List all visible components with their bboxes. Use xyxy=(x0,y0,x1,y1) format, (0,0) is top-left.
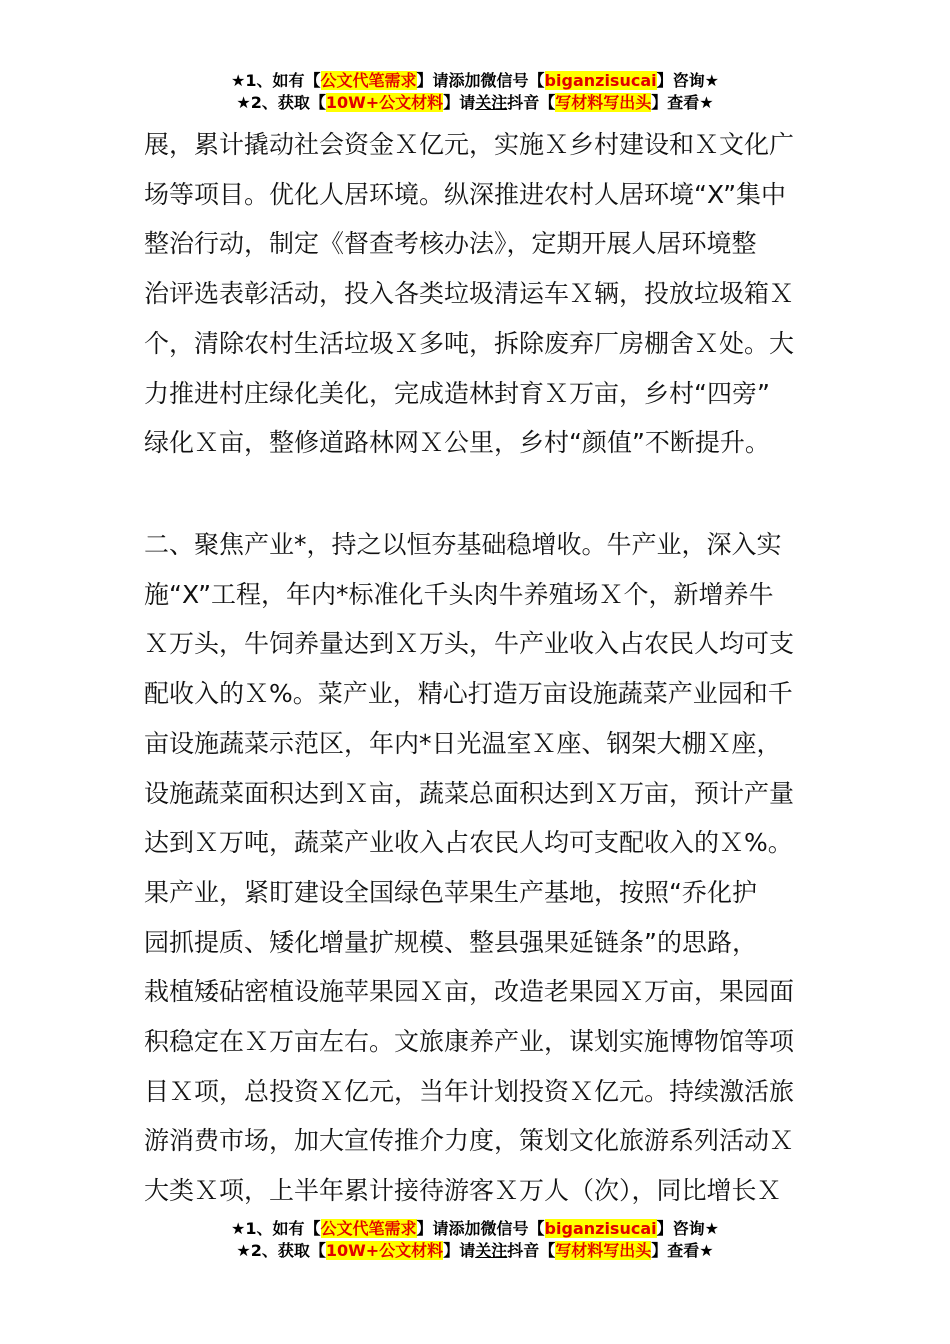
banner-text: 】请 xyxy=(443,1241,476,1260)
text-line: 大类Ｘ项，上半年累计接待游客Ｘ万人（次），同比增长Ｘ xyxy=(144,1176,782,1206)
text-line: 治评选表彰活动，投入各类垃圾清运车Ｘ辆，投放垃圾箱Ｘ xyxy=(144,279,795,309)
banner-text: 】咨询★ xyxy=(656,1219,719,1238)
text-line: 游消费市场，加大宣传推介力度，策划文化旅游系列活动Ｘ xyxy=(144,1126,795,1156)
footer-banner xyxy=(0,1218,950,1262)
banner-text: ★2、获取【 xyxy=(236,93,326,112)
text-line: 设施蔬菜面积达到Ｘ亩，蔬菜总面积达到Ｘ万亩，预计产量 xyxy=(144,778,795,808)
banner-line-2 xyxy=(0,1240,950,1262)
text-line: 力推进村庄绿化美化，完成造林封育Ｘ万亩，乡村“四旁” xyxy=(144,378,770,408)
text-line: Ｘ万头，牛饲养量达到Ｘ万头，牛产业收入占农民人均可支 xyxy=(144,629,795,659)
banner-highlight: 10W+公文材料 xyxy=(325,93,444,112)
text-line: 达到Ｘ万吨，蔬菜产业收入占农民人均可支配收入的Ｘ%。 xyxy=(144,828,793,858)
banner-text: 抖音【 xyxy=(507,93,556,112)
text-line: 展，累计撬动社会资金Ｘ亿元，实施Ｘ乡村建设和Ｘ文化广 xyxy=(144,130,795,159)
text-line: 亩设施蔬菜示范区，年内*日光温室Ｘ座、钢架大棚Ｘ座， xyxy=(144,728,782,758)
banner-underline: 关注 xyxy=(475,1241,508,1260)
banner-text: ★1、如有【 xyxy=(231,71,321,90)
text-line: 场等项目。优化人居环境。纵深推进农村人居环境“X”集中 xyxy=(144,179,787,209)
text-line: 栽植矮砧密植设施苹果园Ｘ亩，改造老果园Ｘ万亩，果园面 xyxy=(144,977,795,1007)
text-line: 二、聚焦产业*，持之以恒夯基础稳增收。牛产业，深入实 xyxy=(144,530,782,559)
text-line: 目Ｘ项，总投资Ｘ亿元，当年计划投资Ｘ亿元。持续激活旅 xyxy=(144,1076,795,1106)
banner-text: 】请添加微信号【 xyxy=(416,1219,545,1238)
banner-line-1 xyxy=(0,70,950,92)
text-line: 绿化Ｘ亩，整修道路林网Ｘ公里，乡村“颜值”不断提升。 xyxy=(144,428,770,458)
banner-text: ★1、如有【 xyxy=(231,1219,321,1238)
banner-highlight: 公文代笔需求 xyxy=(320,1219,417,1238)
banner-text: 】请 xyxy=(443,93,476,112)
banner-text: 】查看★ xyxy=(651,1241,714,1260)
banner-text: ★2、获取【 xyxy=(236,1241,326,1260)
text-line: 配收入的Ｘ%。菜产业，精心打造万亩设施蔬菜产业园和千 xyxy=(144,679,793,709)
banner-text: 】咨询★ xyxy=(656,71,719,90)
text-line: 果产业，紧盯建设全国绿色苹果生产基地，按照“乔化护 xyxy=(144,877,757,907)
text-line: 园抓提质、矮化增量扩规模、整县强果延链条”的思路， xyxy=(144,927,757,957)
banner-text: 】查看★ xyxy=(651,93,714,112)
paragraph-2 xyxy=(144,520,794,1216)
paragraph-1 xyxy=(144,120,794,468)
wechat-id-highlight: biganzisucai xyxy=(544,71,657,90)
banner-line-2 xyxy=(0,92,950,114)
banner-underline: 关注 xyxy=(475,93,508,112)
banner-line-1 xyxy=(0,1218,950,1240)
banner-highlight: 写材料写出头 xyxy=(555,1241,652,1260)
text-line: 施“X”工程，年内*标准化千头肉牛养殖场Ｘ个，新增养牛 xyxy=(144,579,774,609)
header-banner xyxy=(0,70,950,114)
banner-highlight: 公文代笔需求 xyxy=(320,71,417,90)
text-line: 积稳定在Ｘ万亩左右。文旅康养产业，谋划实施博物馆等项 xyxy=(144,1027,795,1057)
banner-text: 抖音【 xyxy=(507,1241,556,1260)
text-line: 个，清除农村生活垃圾Ｘ多吨，拆除废弃厂房棚舍Ｘ处。大 xyxy=(144,328,795,358)
banner-highlight: 10W+公文材料 xyxy=(325,1241,444,1260)
banner-highlight: 写材料写出头 xyxy=(555,93,652,112)
banner-text: 】请添加微信号【 xyxy=(416,71,545,90)
wechat-id-highlight: biganzisucai xyxy=(544,1219,657,1238)
text-line: 整治行动，制定《督查考核办法》，定期开展人居环境整 xyxy=(144,229,757,259)
